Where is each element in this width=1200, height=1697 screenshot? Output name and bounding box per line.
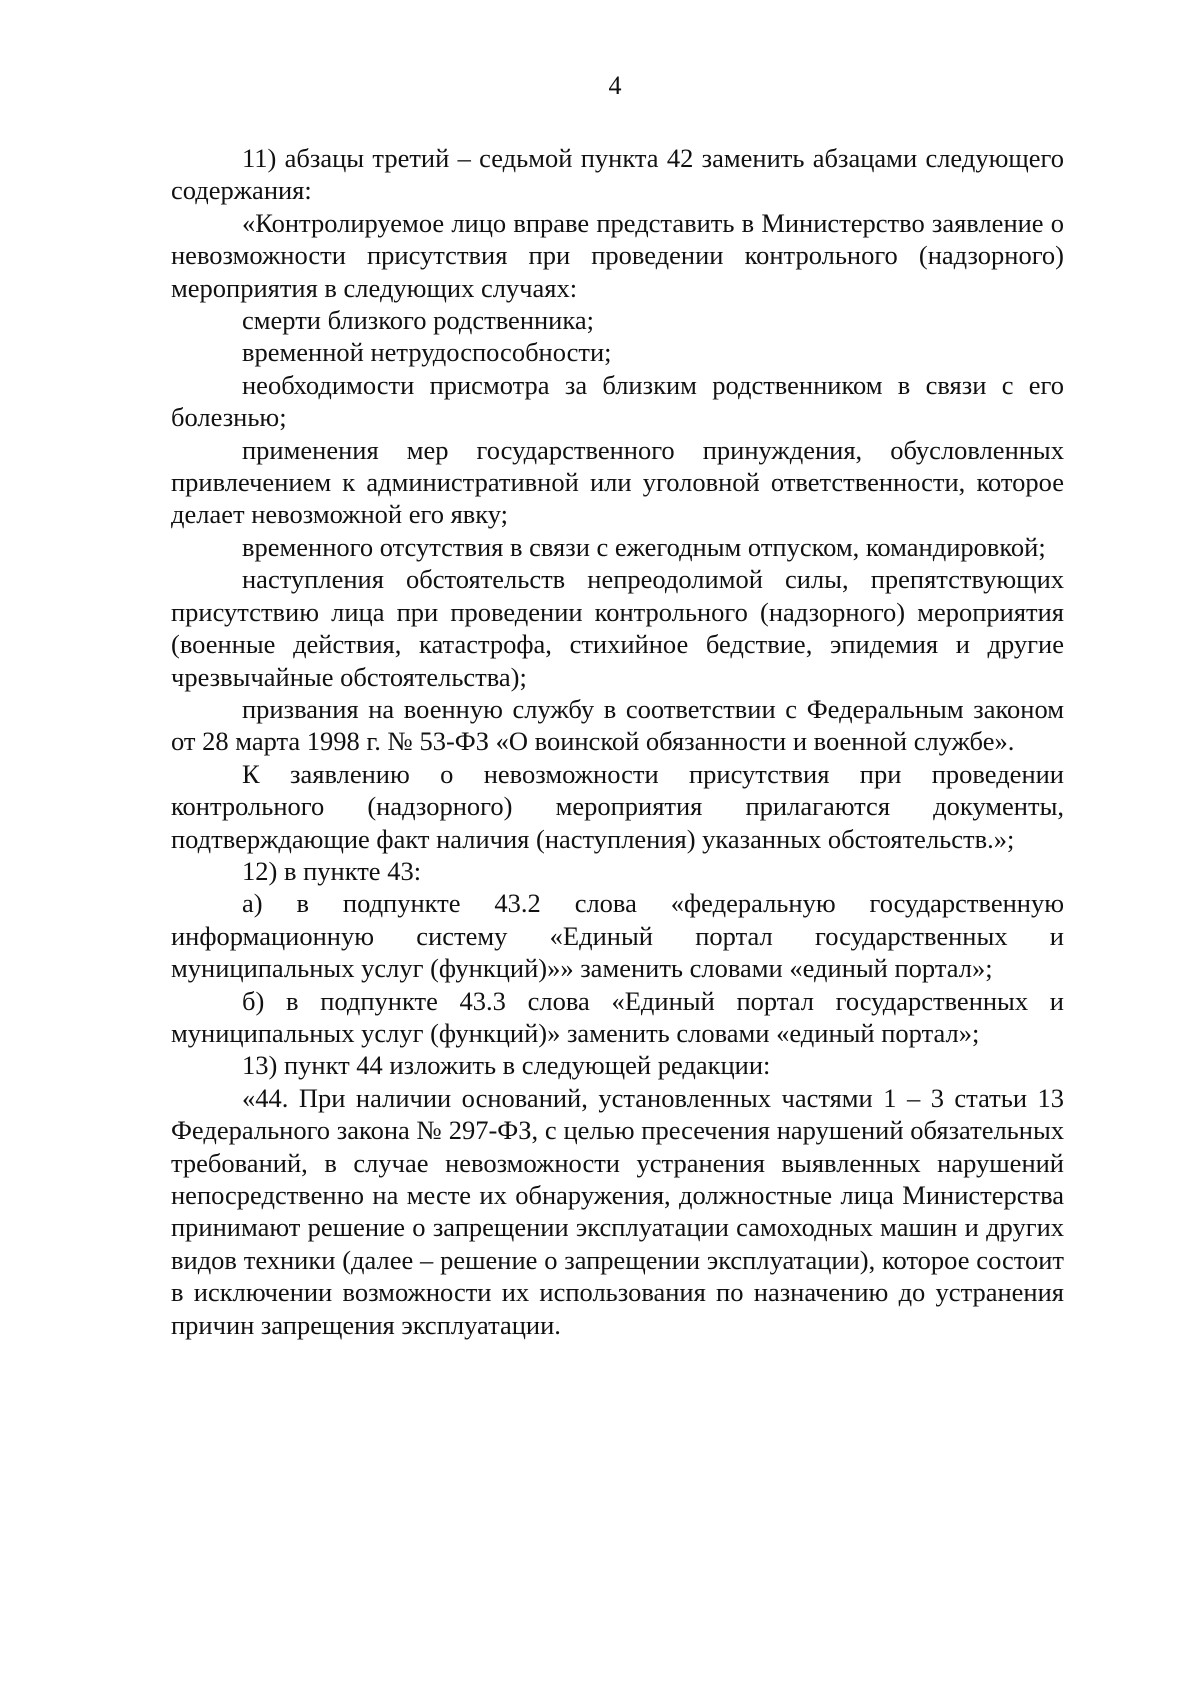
paragraph: временной нетрудоспособности; <box>242 337 612 368</box>
paragraph: К заявлению о невозможности присутствия при проведении контрольного (надзорного) мероприятия прилагаются документы, подтверждающие факт наличия (наступления) указанных обстоятельств.»; <box>171 758 1064 854</box>
paragraph: временного отсутствия в связи с ежегодным отпуском, командировкой; <box>242 531 1046 562</box>
paragraph: необходимости присмотра за близким родственником в связи с его болезнью; <box>171 369 1064 433</box>
paragraph: наступления обстоятельств непреодолимой силы, препятствующих присутствию лица при проведении контрольного (надзорного) мероприятия (военные действия, катастрофа, стихийное бедствие, эпидемия и другие чрезвычайные обстоятельства); <box>171 564 1064 692</box>
paragraph: «44. При наличии оснований, установленных частями 1 – 3 статьи 13 Федерального закона № 297-ФЗ, с целью пресечения нарушений обязательных требований, в случае невозможности устранения выявленных нарушений непосредственно на месте их обнаружения, должностные лица Министерства принимают решение о запрещении эксплуатации самоходных машин и других видов техники (далее – решение о запрещении эксплуатации), которое состоит в исключении возможности их использования по назначению до устранения причин запрещения эксплуатации. <box>171 1082 1064 1340</box>
paragraph: 11) абзацы третий – седьмой пункта 42 заменить абзацами следующего содержания: <box>171 143 1064 206</box>
document-body <box>171 142 1064 1341</box>
page-number: 4 <box>608 71 622 100</box>
paragraph: призвания на военную службу в соответствии с Федеральным законом от 28 марта 1998 г. № 53-ФЗ «О воинской обязанности и военной службе». <box>171 693 1064 757</box>
paragraph: 13) пункт 44 изложить в следующей редакции: <box>242 1050 771 1081</box>
paragraph: б) в подпункте 43.3 слова «Единый портал государственных и муниципальных услуг (функций)» заменить словами «единый портал»; <box>171 985 1064 1048</box>
paragraph: «Контролируемое лицо вправе представить в Министерство заявление о невозможности присутствия при проведении контрольного (надзорного) мероприятия в следующих случаях: <box>171 207 1064 303</box>
paragraph: 12) в пункте 43: <box>242 855 422 886</box>
paragraph: применения мер государственного принуждения, обусловленных привлечением к административной или уголовной ответственности, которое делает невозможной его явку; <box>171 434 1064 530</box>
paragraph: смерти близкого родственника; <box>242 305 594 336</box>
paragraph: а) в подпункте 43.2 слова «федеральную государственную информационную систему «Единый портал государственных и муниципальных услуг (функций)»» заменить словами «единый портал»; <box>171 888 1064 984</box>
